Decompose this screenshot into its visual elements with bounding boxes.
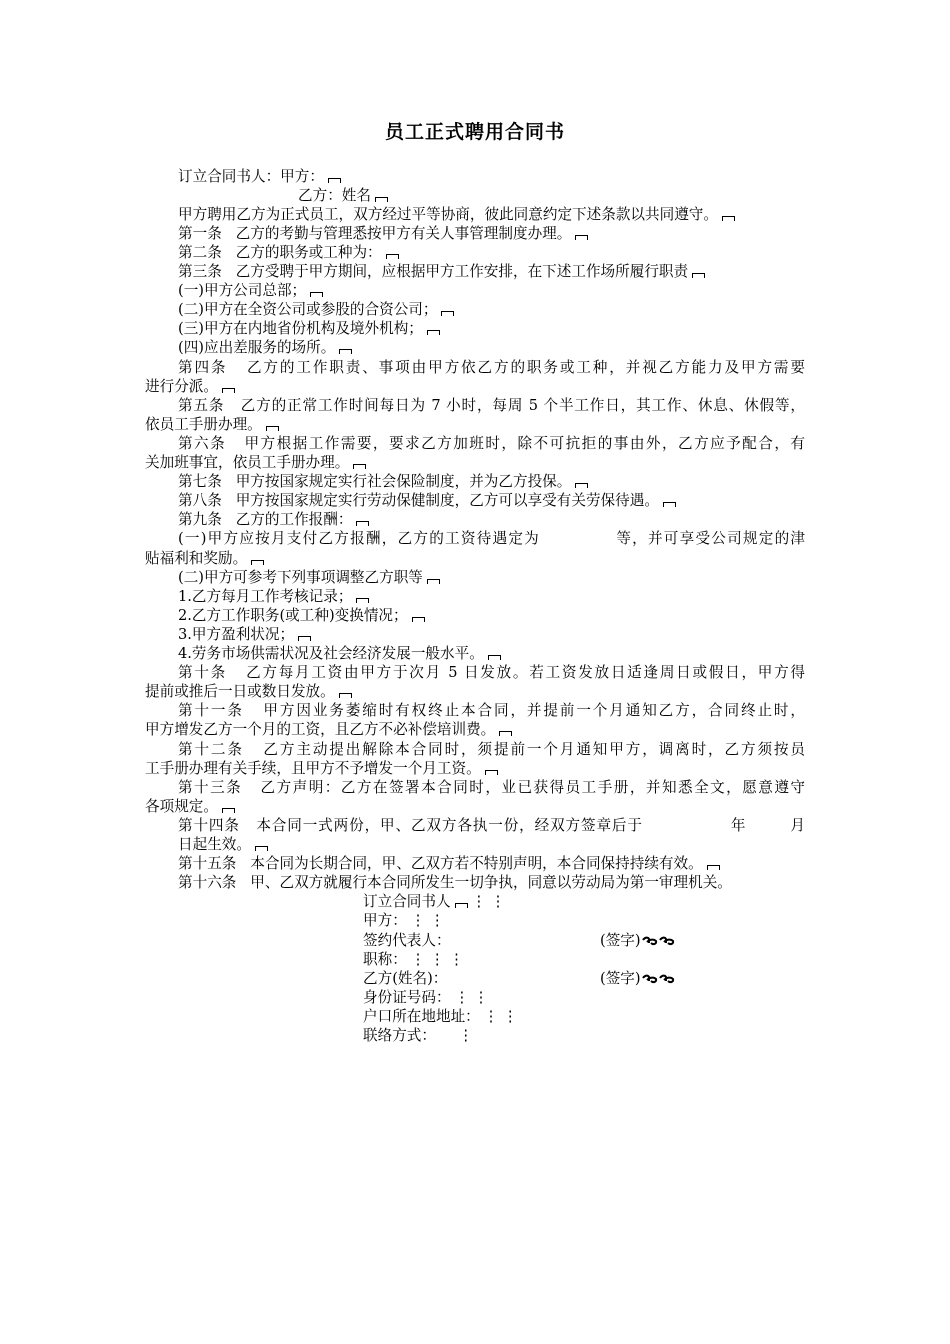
paragraph-line — [178, 338, 352, 357]
line-text: 日起生效。 — [178, 836, 251, 853]
paragraph-line — [178, 243, 399, 262]
paragraph-mark-icon — [310, 292, 323, 297]
line-text: 第十六条 甲、乙双方就履行本合同所发生一切争执，同意以劳动局为第一审理机关。 — [178, 874, 732, 892]
paragraph-mark-icon — [663, 502, 676, 507]
paragraph-line — [178, 625, 311, 644]
paragraph-line — [178, 262, 705, 281]
paragraph-mark-icon — [575, 235, 588, 240]
line-text: 第四条 乙方的工作职责、事项由甲方依乙方的职务或工种，并视乙方能力及甲方需要 — [178, 358, 805, 376]
line-text: 第十条 乙方每月工资由甲方于次月 5 日发放。若工资发放日适逢周日或假日，甲方得 — [178, 664, 805, 682]
paragraph-mark-icon — [441, 311, 454, 316]
field-placeholder-dots: ⋮ — [439, 1027, 474, 1044]
line-text: 关加班事宜，依员工手册办理。 — [145, 454, 350, 471]
line-text: 贴福利和奖励。 — [145, 549, 248, 567]
paragraph-mark-icon — [455, 903, 468, 908]
paragraph-mark-icon — [356, 598, 369, 603]
paragraph-line — [178, 568, 440, 587]
paragraph-line — [178, 740, 805, 759]
paragraph-line — [178, 396, 805, 415]
line-text: (二)甲方可参考下列事项调整乙方职等 — [178, 568, 423, 586]
signature-symbol-icon — [659, 970, 675, 980]
signature-field — [363, 1007, 518, 1026]
line-text: 第五条 乙方的正常工作时间每日为 7 小时，每周 5 个半工作日，其工作、休息、休假等， — [178, 396, 805, 414]
signature-field-label: 订立合同书人 — [363, 893, 451, 911]
line-text: 第六条 甲方根据工作需要，要求乙方加班时，除不可抗拒的事由外，乙方应予配合，有 — [178, 434, 805, 452]
line-text: 进行分派。 — [145, 377, 218, 395]
paragraph-mark-icon — [692, 273, 705, 278]
line-text: 第九条 乙方的工作报酬： — [178, 511, 353, 529]
line-text: 第十五条 本合同为长期合同，甲、乙双方若不特别声明，本合同保持持续有效。 — [178, 855, 703, 873]
paragraph-line — [178, 835, 268, 854]
paragraph-mark-icon — [499, 731, 512, 736]
paragraph-line — [145, 549, 264, 568]
paragraph-mark-icon — [386, 254, 399, 259]
sign-here — [600, 931, 675, 950]
signature-field-label: 户口所在地地址： — [363, 1007, 480, 1025]
sign-label: (签字) — [600, 931, 641, 949]
signature-field — [363, 892, 505, 911]
line-text: (二)甲方在全资公司或参股的合资公司； — [178, 301, 438, 319]
signature-field — [363, 950, 464, 969]
field-placeholder-dots: ⋮ ⋮ — [410, 912, 445, 930]
line-text: 第十一条 甲方因业务萎缩时有权终止本合同，并提前一个月通知乙方，合同终止时， — [178, 702, 805, 720]
line-text: (一)甲方应按月支付乙方报酬，乙方的工资待遇定为 等，并可享受公司规定的津 — [178, 530, 805, 548]
paragraph-line — [145, 720, 512, 739]
line-text: 乙方：姓名 — [298, 186, 371, 204]
paragraph-mark-icon — [485, 770, 498, 775]
paragraph-mark-icon — [266, 426, 279, 431]
paragraph-line — [178, 644, 501, 663]
paragraph-mark-icon — [427, 330, 440, 335]
paragraph-mark-icon — [222, 388, 235, 393]
paragraph-mark-icon — [255, 846, 268, 851]
paragraph-mark-icon — [356, 521, 369, 526]
signature-field-label: 身份证号码： — [363, 988, 451, 1006]
line-text: 2.乙方工作职务(或工种)变换情况； — [178, 606, 408, 624]
signature-field-label: 甲方： — [363, 912, 407, 930]
paragraph-mark-icon — [412, 617, 425, 622]
paragraph-line — [178, 510, 369, 529]
line-text: 第八条 甲方按国家规定实行劳动保健制度，乙方可以享受有关劳保待遇。 — [178, 492, 659, 510]
paragraph-line — [145, 682, 352, 701]
paragraph-line — [178, 319, 440, 338]
line-text: 各项规定。 — [145, 797, 218, 815]
field-placeholder-dots: ⋮ ⋮ — [483, 1007, 518, 1025]
paragraph-mark-icon — [251, 560, 264, 565]
paragraph-mark-icon — [339, 349, 352, 354]
paragraph-line — [298, 186, 388, 205]
line-text: 4.劳务市场供需状况及社会经济发展一般水平。 — [178, 645, 484, 662]
signature-field-label: 签约代表人： — [363, 931, 451, 949]
paragraph-line — [145, 759, 498, 778]
line-text: 第一条 乙方的考勤与管理悉按甲方有关人事管理制度办理。 — [178, 224, 572, 242]
paragraph-mark-icon — [575, 483, 588, 488]
field-placeholder-dots: ⋮ ⋮ ⋮ — [410, 950, 464, 968]
signature-field — [363, 931, 451, 950]
paragraph-line — [178, 701, 805, 720]
line-text: 第十四条 本合同一式两份，甲、乙双方各执一份，经双方签章后于 年 月 — [178, 816, 805, 834]
paragraph-mark-icon — [488, 655, 501, 660]
paragraph-line — [178, 854, 720, 873]
paragraph-line — [178, 472, 588, 491]
paragraph-mark-icon — [353, 464, 366, 469]
paragraph-line — [178, 281, 323, 300]
signature-field — [363, 969, 447, 988]
signature-symbol-icon — [642, 932, 658, 942]
line-text: 第七条 甲方按国家规定实行社会保险制度，并为乙方投保。 — [178, 473, 572, 491]
paragraph-line — [145, 377, 235, 396]
signature-symbol-icon — [659, 932, 675, 942]
field-placeholder-dots: ⋮ ⋮ — [454, 988, 489, 1006]
paragraph-line — [178, 300, 454, 319]
paragraph-line — [178, 816, 805, 835]
signature-field-label: 职称： — [363, 950, 407, 968]
paragraph-line — [178, 205, 735, 224]
paragraph-line — [178, 587, 369, 606]
sign-label: (签字) — [600, 969, 641, 987]
paragraph-line — [145, 415, 279, 434]
paragraph-mark-icon — [298, 636, 311, 641]
line-text: (四)应出差服务的场所。 — [178, 339, 336, 357]
paragraph-line — [178, 358, 805, 377]
line-text: 甲方聘用乙方为正式员工，双方经过平等协商，彼此同意约定下述条款以共同遵守。 — [178, 205, 718, 223]
signature-field — [363, 911, 445, 930]
paragraph-mark-icon — [722, 216, 735, 221]
field-placeholder-dots: ⋮ ⋮ — [471, 893, 506, 911]
line-text: (一)甲方公司总部； — [178, 282, 307, 300]
sign-here — [600, 969, 675, 988]
paragraph-line — [178, 663, 805, 682]
line-text: 第十三条 乙方声明：乙方在签署本合同时，业已获得员工手册，并知悉全文，愿意遵守 — [178, 778, 805, 796]
line-text: 订立合同书人：甲方： — [178, 167, 324, 185]
paragraph-line — [178, 224, 588, 243]
paragraph-mark-icon — [427, 579, 440, 584]
signature-field-label: 乙方(姓名)： — [363, 969, 448, 987]
signature-symbol-icon — [642, 970, 658, 980]
signature-field — [363, 988, 488, 1007]
signature-field — [363, 1026, 473, 1045]
line-text: 第十二条 乙方主动提出解除本合同时，须提前一个月通知甲方，调离时，乙方须按员 — [178, 740, 805, 758]
line-text: 3.甲方盈利状况； — [178, 625, 295, 643]
line-text: 工手册办理有关手续，且甲方不予增发一个月工资。 — [145, 759, 481, 777]
line-text: 第二条 乙方的职务或工种为： — [178, 243, 382, 261]
line-text: 提前或推后一日或数日发放。 — [145, 683, 335, 701]
paragraph-line — [145, 797, 235, 816]
paragraph-line — [178, 434, 805, 453]
paragraph-mark-icon — [339, 693, 352, 698]
paragraph-line — [178, 778, 805, 797]
paragraph-line — [145, 453, 366, 472]
paragraph-line — [178, 606, 425, 625]
line-text: (三)甲方在内地省份机构及境外机构； — [178, 320, 423, 338]
line-text: 依员工手册办理。 — [145, 415, 262, 433]
paragraph-line — [178, 167, 341, 186]
paragraph-line — [178, 873, 732, 892]
paragraph-line — [178, 491, 676, 510]
paragraph-mark-icon — [707, 865, 720, 870]
line-text: 第三条 乙方受聘于甲方期间，应根据甲方工作安排，在下述工作场所履行职责 — [178, 263, 689, 280]
line-text: 1.乙方每月工作考核记录； — [178, 587, 353, 605]
signature-field-label: 联络方式： — [363, 1027, 436, 1044]
paragraph-mark-icon — [328, 178, 341, 183]
paragraph-line — [178, 529, 805, 548]
paragraph-mark-icon — [375, 197, 388, 202]
document-title: 员工正式聘用合同书 — [384, 121, 565, 143]
line-text: 甲方增发乙方一个月的工资，且乙方不必补偿培训费。 — [145, 721, 496, 739]
paragraph-mark-icon — [222, 808, 235, 813]
